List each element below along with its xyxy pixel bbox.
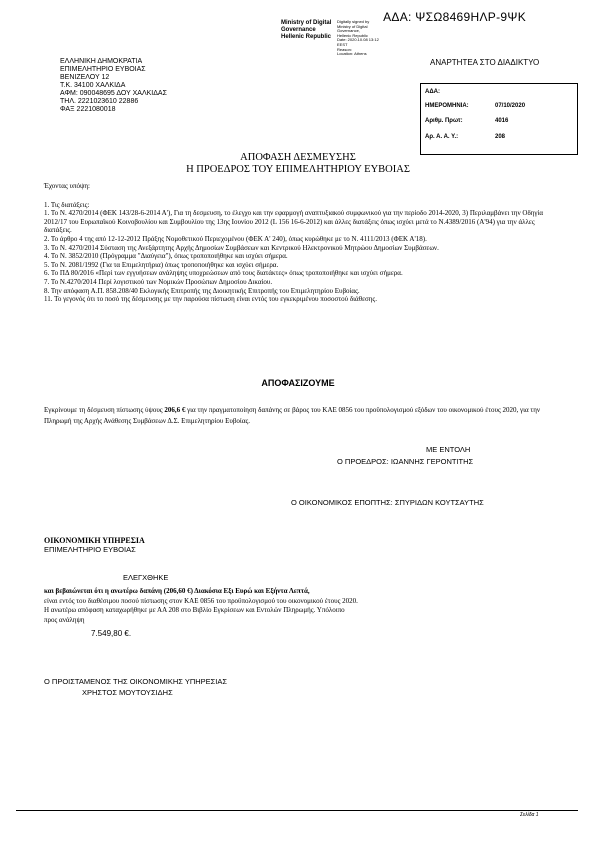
ada-code: ΑΔΑ: ΨΣΩ8469ΗΛΡ-9ΨΚ [383, 10, 526, 24]
signature-line: Governance, [337, 28, 360, 34]
consideration-item: 6. Το ΠΔ 80/2016 «Περί των εγγυήσεων ανάληψης υποχρεώσεων από τους διατάκτες» όπως τροποποιήθηκε και ισχύει σήμερα. [44, 269, 403, 278]
decision-text-part: Εγκρίνουμε τη δέσμευση πίστωσης ύψους [44, 406, 165, 414]
finance-service [44, 536, 564, 554]
info-row [425, 134, 575, 144]
signature-line: Digitally signed by [337, 19, 370, 24]
title-line: Η ΠΡΟΕΔΡΟΣ ΤΟΥ ΕΠΙΜΕΛΗΤΗΡΙΟΥ ΕΥΒΟΙΑΣ [186, 164, 410, 175]
finance-head-name: ΧΡΗΣΤΟΣ ΜΟΥΤΟΥΣΙΔΗΣ [82, 688, 173, 697]
signature-line: Date: 2020.10.08 13:12 [337, 37, 379, 43]
signature-line: EEST [337, 41, 348, 47]
issuer-line: ΕΛΛΗΝΙΚΗ ΔΗΜΟΚΡΑΤΙΑ [60, 58, 143, 65]
info-value: 07/10/2020 [495, 103, 526, 109]
consideration-item: 1. Το Ν. 4270/2014 (ΦΕΚ 143/28-6-2014 Α'), Για τη δεσμευση, το έλεγχο και την εφαρμογή αναπτυξιακού συμφωνικού για την περίοδο 2014-2020, 3) Περιλαμβάνει την Οδηγία 2012/17 του Ευρωπαϊκού Κοινοβουλίου και Συμβουλίου της 13ης Ιουνίου 2012 (L 156 16-6-2012) και άλλες διατάξεις όπως ισχύει μετά το Ν.4389/2016 (Α'94) για την άλλες διατάξεις. [44, 209, 544, 235]
signature-meta [337, 20, 412, 57]
considerations [44, 182, 564, 304]
signature-line: Hellenic Republic [337, 32, 368, 38]
gov-line: Ministry of Digital [281, 20, 332, 26]
gov-line: Hellenic Republic [281, 34, 332, 40]
finance-title: ΟΙΚΟΝΟΜΙΚΗ ΥΠΗΡΕΣΙΑ [44, 536, 145, 545]
issuer-line: ΑΦΜ: 090048695 ΔΟΥ ΧΑΛΚΙΔΑΣ [60, 90, 167, 97]
info-value: 4016 [495, 118, 509, 124]
info-value: 208 [495, 134, 506, 140]
decision-heading: ΑΠΟΦΑΣΙΖΟΥΜΕ [261, 378, 335, 388]
info-label: Αρ. Α. Α. Υ.: [425, 134, 459, 140]
finance-head-title: Ο ΠΡΟΙΣΤΑΜΕΝΟΣ ΤΗΣ ΟΙΚΟΝΟΜΙΚΗΣ ΥΠΗΡΕΣΙΑΣ [44, 677, 228, 686]
page-number: Σελίδα 1 [520, 812, 539, 818]
issuer-line: ΕΠΙΜΕΛΗΤΗΡΙΟ ΕΥΒΟΙΑΣ [60, 66, 146, 73]
remaining-amount: 7.549,80 €. [91, 629, 132, 638]
consideration-item: 11. Το γεγονός ότι το ποσό της δέσμευσης με την παρούσα πίστωση είναι εντός του εγκεκριμένου ποσοστού διάθεσης. [44, 295, 377, 304]
gov-line: Governance [281, 27, 316, 33]
info-label: ΑΔΑ: [425, 89, 440, 95]
footer-divider [16, 810, 578, 811]
finance-line: και βεβαιώνεται ότι η ανωτέρω δαπάνη (206,60 €) Διακόσια Εξι Ευρώ και Εξήντα Λεπτά, [44, 587, 310, 595]
info-row [425, 103, 575, 113]
consideration-item: 5. Το Ν. 2081/1992 (Για τα Επιμελητήρια) όπως τροποποιήθηκε και ισχύει σήμερα. [44, 260, 279, 269]
consideration-item: 2. Το άρθρο 4 της από 12-12-2012 Πράξης Νομοθετικού Περιεχομένου (ΦΕΚ Α' 240), όπως κυρώθηκε με το Ν. 4111/2013 (ΦΕΚ Α'18). [44, 234, 427, 243]
president-signature: Ο ΠΡΟΕΔΡΟΣ: ΙΩΑΝΝΗΣ ΓΕΡΟΝΤΙΤΗΣ [337, 457, 474, 466]
info-row [425, 118, 575, 128]
finance-line: είναι εντός του διαθέσιμου ποσού πίστωσης στον ΚΑΕ 0856 του προϋπολογισμού του οικονομικού έτους 2020. [44, 596, 358, 605]
intro-text: Έχοντας υπόψη: [44, 182, 90, 190]
finance-subtitle: ΕΠΙΜΕΛΗΤΗΡΙΟ ΕΥΒΟΙΑΣ [44, 545, 136, 554]
finance-line: Η ανωτέρω απόφαση καταχωρήθηκε με ΑΑ 208 στο Βιβλίο Εγκρίσεων και Εντολών Πληρωμής. Υπόλοιπο [44, 606, 345, 614]
document-title [0, 152, 596, 176]
post-online-label: ΑΝΑΡΤΗΤΕΑ ΣΤΟ ΔΙΑΔΙΚΤΥΟ [430, 58, 540, 67]
document-info-box [420, 83, 578, 155]
gov-lines [281, 20, 335, 41]
decision-amount: 206,6 € [164, 406, 186, 414]
issuer-line: Τ.Κ. 34100 ΧΑΛΚΙΔΑ [60, 82, 126, 89]
issuer-line: ΦΑΞ 2221080018 [60, 106, 116, 113]
issuer-block [60, 58, 167, 114]
financial-supervisor-signature: Ο ΟΙΚΟΝΟΜΙΚΟΣ ΕΠΟΠΤΗΣ: ΣΠΥΡΙΔΩΝ ΚΟΥΤΣΑΥΤΗΣ [291, 498, 484, 507]
signature-line: Location: Athens [337, 51, 367, 57]
signature-line: Ministry of Digital [337, 23, 368, 29]
checked-label: ΕΛΕΓΧΘΗΚΕ [123, 573, 169, 582]
info-label: ΗΜΕΡΟΜΗΝΙΑ: [425, 103, 469, 109]
finance-confirmation [44, 587, 564, 625]
finance-line: προς ανάληψη [44, 615, 85, 624]
signature-line: Reason: [337, 46, 352, 52]
consideration-item: 7. Το Ν.4270/2014 Περί λογιστικού των Νομικών Προσώπων Δημοσίου Δικαίου. [44, 277, 273, 286]
info-row [425, 89, 575, 99]
by-order-label: ΜΕ ΕΝΤΟΛΗ [426, 445, 471, 454]
consideration-item: 4. Το Ν. 3852/2010 (Πρόγραμμα "Διαύγεια"), όπως τροποποιήθηκε και ισχύει σήμερα. [44, 252, 288, 261]
decision-text-part: για την πραγματοποίηση δαπάνης σε βάρος του ΚΑΕ 0856 του προϋπολογισμού εξόδων του οικονομικού έτους 2020, για την Πληρωμή της Αρχής Ανάθεσης Συμβάσεων Δ.Σ. Επιμελητηρίου Ευβοίας. [44, 406, 541, 425]
info-label: Αριθμ. Πρωτ: [425, 118, 463, 124]
consideration-item: 3. Το Ν. 4270/2014 Σύσταση της Ανεξάρτητης Αρχής Δημοσίων Συμβάσεων και Κεντρικού Ηλεκτρονικού Μητρώου Δημοσίων Συμβάσεων. [44, 243, 439, 252]
consideration-item: 1. Τις διατάξεις: [44, 200, 90, 209]
issuer-line: ΒΕΝΙΖΕΛΟΥ 12 [60, 74, 110, 81]
issuer-line: ΤΗΛ. 2221023610 22886 [60, 98, 139, 105]
title-line: ΑΠΟΦΑΣΗ ΔΕΣΜΕΥΣΗΣ [240, 152, 356, 163]
consideration-item: 8. Την απόφαση Α.Π. 858.208/40 Εκλογικής Επιτροπής της Διοικητικής Επιτροπής του Επιμελητηρίου Ευβοίας. [44, 286, 360, 295]
decision-text [44, 405, 564, 427]
